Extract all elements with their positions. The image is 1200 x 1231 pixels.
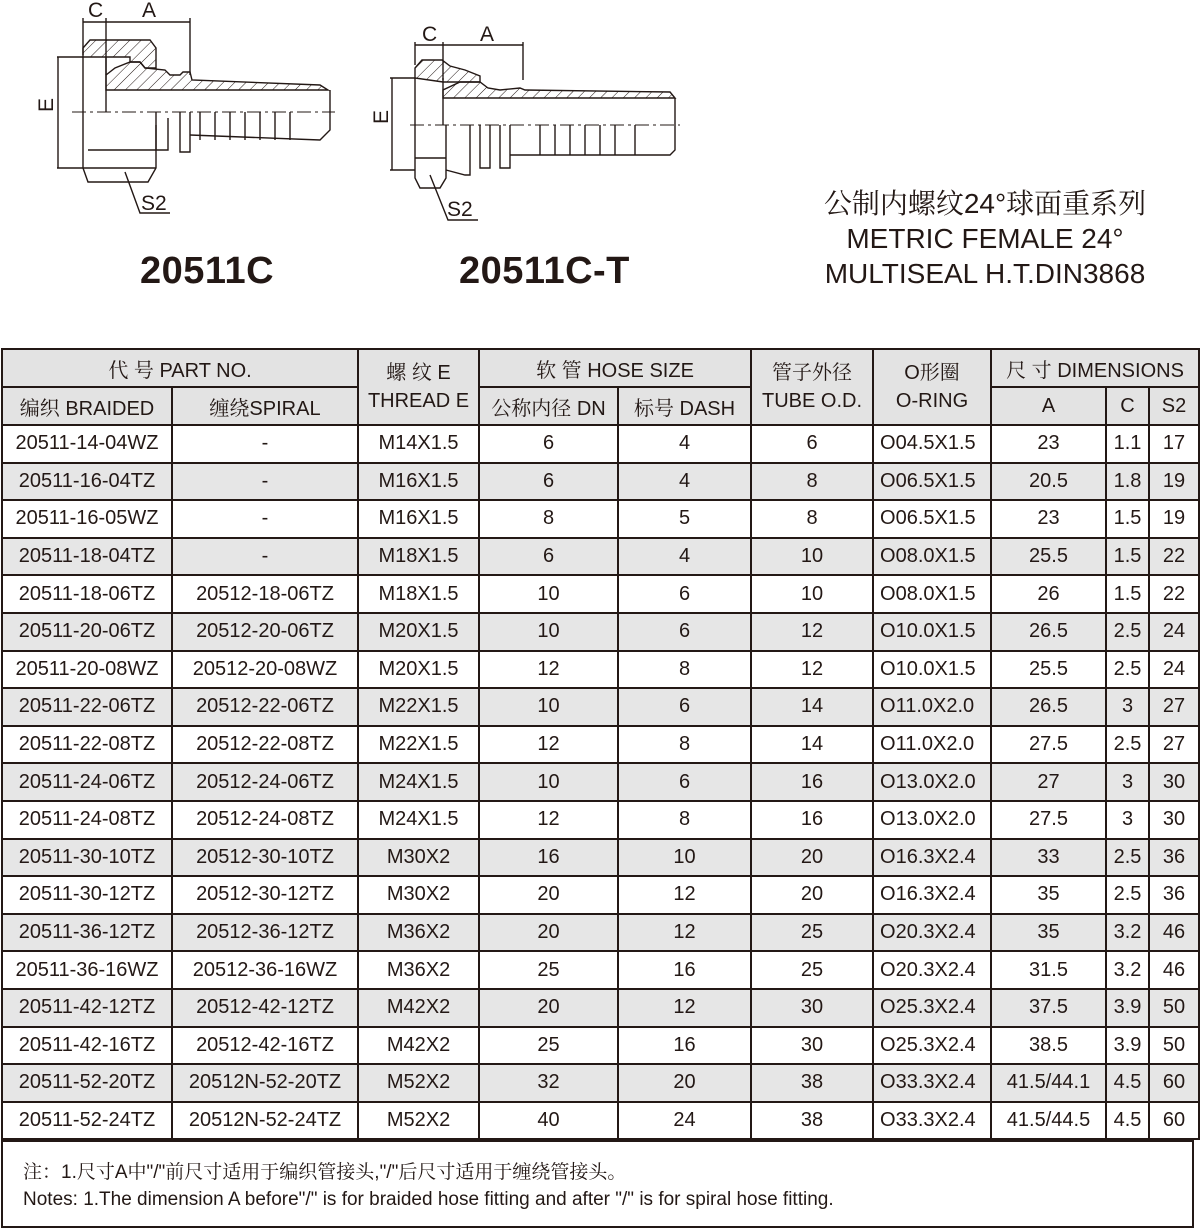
cell-c: 3.2 — [1106, 951, 1149, 989]
cell-dn: 20 — [479, 876, 618, 914]
cell-oring: O06.5X1.5 — [873, 463, 991, 501]
cell-tube-od: 12 — [751, 651, 873, 689]
notes-box — [1, 1140, 1194, 1228]
cell-spiral: - — [172, 538, 358, 576]
cell-a: 41.5/44.1 — [991, 1064, 1106, 1102]
cell-spiral: 20512-18-06TZ — [172, 575, 358, 613]
table-row — [2, 989, 1199, 1027]
fitting-drawing-20511c-t — [370, 0, 700, 250]
cell-s2: 19 — [1149, 463, 1199, 501]
cell-braided: 20511-20-08WZ — [2, 651, 172, 689]
cell-thread: M36X2 — [358, 914, 479, 952]
cell-thread: M18X1.5 — [358, 538, 479, 576]
cell-spiral: - — [172, 463, 358, 501]
cell-oring: O11.0X2.0 — [873, 688, 991, 726]
series-title — [790, 186, 1180, 291]
cell-thread: M52X2 — [358, 1102, 479, 1140]
cell-tube-od: 16 — [751, 763, 873, 801]
cell-s2: 36 — [1149, 876, 1199, 914]
series-title-line1: METRIC FEMALE 24° — [846, 223, 1124, 254]
cell-dash: 4 — [618, 538, 751, 576]
cell-dn: 10 — [479, 763, 618, 801]
cell-braided: 20511-24-08TZ — [2, 801, 172, 839]
cell-a: 26 — [991, 575, 1106, 613]
cell-tube-od: 14 — [751, 688, 873, 726]
cell-tube-od: 25 — [751, 951, 873, 989]
cell-dash: 5 — [618, 500, 751, 538]
cell-braided: 20511-16-04TZ — [2, 463, 172, 501]
cell-dn: 16 — [479, 839, 618, 877]
table-row — [2, 688, 1199, 726]
cell-s2: 17 — [1149, 425, 1199, 463]
cell-s2: 24 — [1149, 613, 1199, 651]
cell-spiral: 20512-20-08WZ — [172, 651, 358, 689]
cell-c: 1.5 — [1106, 500, 1149, 538]
cell-c: 3.2 — [1106, 914, 1149, 952]
table-row — [2, 651, 1199, 689]
cell-tube-od: 25 — [751, 914, 873, 952]
cell-thread: M20X1.5 — [358, 651, 479, 689]
table-row — [2, 763, 1199, 801]
cell-dn: 8 — [479, 500, 618, 538]
header-oring-en: O-RING — [895, 390, 969, 412]
cell-oring: O20.3X2.4 — [873, 914, 991, 952]
cell-dash: 4 — [618, 425, 751, 463]
cell-spiral: 20512-30-12TZ — [172, 876, 358, 914]
cell-thread: M18X1.5 — [358, 575, 479, 613]
cell-s2: 50 — [1149, 1027, 1199, 1065]
header-thread — [358, 349, 479, 425]
cell-c: 3 — [1106, 801, 1149, 839]
cell-c: 4.5 — [1106, 1102, 1149, 1140]
cell-c: 2.5 — [1106, 876, 1149, 914]
cell-oring: O16.3X2.4 — [873, 876, 991, 914]
table-row — [2, 839, 1199, 877]
header-tube-od — [751, 349, 873, 425]
dim-label-a: A — [480, 23, 495, 46]
cell-tube-od: 38 — [751, 1102, 873, 1140]
spec-table-body — [2, 425, 1199, 1139]
note-en: Notes: 1.The dimension A before"/" is for braided hose fitting and after "/" is for spiral hose fitting. — [23, 1189, 834, 1210]
cell-s2: 27 — [1149, 688, 1199, 726]
cell-dn: 12 — [479, 801, 618, 839]
cell-s2: 27 — [1149, 726, 1199, 764]
cell-oring: O13.0X2.0 — [873, 763, 991, 801]
cell-dash: 12 — [618, 989, 751, 1027]
cell-c: 2.5 — [1106, 726, 1149, 764]
table-row — [2, 914, 1199, 952]
cell-s2: 24 — [1149, 651, 1199, 689]
cell-s2: 30 — [1149, 801, 1199, 839]
cell-oring: O25.3X2.4 — [873, 989, 991, 1027]
cell-spiral: 20512-36-12TZ — [172, 914, 358, 952]
cell-spiral: 20512-42-16TZ — [172, 1027, 358, 1065]
cell-spiral: 20512-30-10TZ — [172, 839, 358, 877]
cell-dash: 16 — [618, 1027, 751, 1065]
cell-c: 4.5 — [1106, 1064, 1149, 1102]
table-row — [2, 1027, 1199, 1065]
cell-oring: O10.0X1.5 — [873, 651, 991, 689]
cell-thread: M30X2 — [358, 876, 479, 914]
model-label-20511c: 20511C — [140, 250, 275, 292]
cell-thread: M16X1.5 — [358, 500, 479, 538]
table-row — [2, 726, 1199, 764]
cell-c: 2.5 — [1106, 651, 1149, 689]
dim-label-s2: S2 — [447, 198, 473, 221]
header-dash: 标号 DASH — [618, 387, 751, 425]
cell-oring: O08.0X1.5 — [873, 538, 991, 576]
cell-s2: 22 — [1149, 575, 1199, 613]
cell-dn: 25 — [479, 951, 618, 989]
cell-dn: 25 — [479, 1027, 618, 1065]
cell-tube-od: 20 — [751, 876, 873, 914]
cell-braided: 20511-36-12TZ — [2, 914, 172, 952]
table-row — [2, 425, 1199, 463]
cell-dash: 8 — [618, 801, 751, 839]
cell-tube-od: 20 — [751, 839, 873, 877]
cell-oring: O10.0X1.5 — [873, 613, 991, 651]
cell-c: 1.5 — [1106, 575, 1149, 613]
cell-tube-od: 12 — [751, 613, 873, 651]
cell-s2: 22 — [1149, 538, 1199, 576]
cell-a: 41.5/44.5 — [991, 1102, 1106, 1140]
header-thread-cn: 螺 纹 E — [386, 362, 451, 384]
cell-braided: 20511-14-04WZ — [2, 425, 172, 463]
model-label-20511c-t: 20511C-T — [459, 250, 630, 292]
fitting-drawing-20511c — [0, 0, 380, 250]
cell-dn: 20 — [479, 914, 618, 952]
cell-s2: 46 — [1149, 951, 1199, 989]
cell-spiral: 20512-24-08TZ — [172, 801, 358, 839]
cell-a: 31.5 — [991, 951, 1106, 989]
cell-dn: 6 — [479, 463, 618, 501]
cell-a: 27.5 — [991, 801, 1106, 839]
cell-s2: 50 — [1149, 989, 1199, 1027]
cell-dash: 8 — [618, 726, 751, 764]
cell-s2: 30 — [1149, 763, 1199, 801]
cell-a: 25.5 — [991, 651, 1106, 689]
cell-spiral: 20512N-52-20TZ — [172, 1064, 358, 1102]
cell-dash: 20 — [618, 1064, 751, 1102]
cell-a: 25.5 — [991, 538, 1106, 576]
cell-oring: O33.3X2.4 — [873, 1064, 991, 1102]
table-row — [2, 1102, 1199, 1140]
cell-tube-od: 14 — [751, 726, 873, 764]
dim-label-c: C — [422, 23, 438, 46]
cell-oring: O04.5X1.5 — [873, 425, 991, 463]
cell-tube-od: 6 — [751, 425, 873, 463]
cell-a: 20.5 — [991, 463, 1106, 501]
cell-dash: 12 — [618, 914, 751, 952]
cell-a: 35 — [991, 876, 1106, 914]
cell-dn: 10 — [479, 688, 618, 726]
cell-spiral: - — [172, 425, 358, 463]
cell-braided: 20511-42-12TZ — [2, 989, 172, 1027]
cell-braided: 20511-30-10TZ — [2, 839, 172, 877]
cell-dn: 6 — [479, 538, 618, 576]
cell-braided: 20511-24-06TZ — [2, 763, 172, 801]
cell-dash: 6 — [618, 763, 751, 801]
cell-thread: M22X1.5 — [358, 688, 479, 726]
cell-dash: 4 — [618, 463, 751, 501]
table-row — [2, 1064, 1199, 1102]
header-tube-od-cn: 管子外径 — [772, 362, 853, 384]
header-dn: 公称内径 DN — [479, 387, 618, 425]
cell-braided: 20511-22-06TZ — [2, 688, 172, 726]
cell-spiral: 20512-20-06TZ — [172, 613, 358, 651]
header-oring-cn: O形圈 — [904, 362, 960, 384]
cell-dn: 10 — [479, 613, 618, 651]
cell-spiral: 20512-42-12TZ — [172, 989, 358, 1027]
header-thread-en: THREAD E — [367, 390, 470, 412]
cell-a: 26.5 — [991, 613, 1106, 651]
cell-oring: O33.3X2.4 — [873, 1102, 991, 1140]
cell-c: 2.5 — [1106, 613, 1149, 651]
cell-thread: M16X1.5 — [358, 463, 479, 501]
series-title-line2: MULTISEAL H.T.DIN3868 — [824, 258, 1146, 289]
cell-dn: 10 — [479, 575, 618, 613]
table-row — [2, 463, 1199, 501]
cell-c: 3.9 — [1106, 989, 1149, 1027]
cell-oring: O25.3X2.4 — [873, 1027, 991, 1065]
table-row — [2, 500, 1199, 538]
cell-dash: 8 — [618, 651, 751, 689]
cell-c: 3 — [1106, 763, 1149, 801]
header-dimensions: 尺 寸 DIMENSIONS — [991, 349, 1199, 387]
cell-tube-od: 16 — [751, 801, 873, 839]
cell-spiral: 20512-36-16WZ — [172, 951, 358, 989]
cell-braided: 20511-42-16TZ — [2, 1027, 172, 1065]
header-hose-size: 软 管 HOSE SIZE — [479, 349, 751, 387]
cell-oring: O06.5X1.5 — [873, 500, 991, 538]
cell-thread: M24X1.5 — [358, 801, 479, 839]
cell-thread: M14X1.5 — [358, 425, 479, 463]
table-row — [2, 876, 1199, 914]
header-dim-s2: S2 — [1149, 387, 1199, 425]
cell-tube-od: 8 — [751, 500, 873, 538]
table-row — [2, 538, 1199, 576]
cell-dash: 6 — [618, 688, 751, 726]
cell-c: 1.8 — [1106, 463, 1149, 501]
cell-spiral: 20512N-52-24TZ — [172, 1102, 358, 1140]
cell-thread: M42X2 — [358, 1027, 479, 1065]
note-cn: 注：1.尺寸A中"/"前尺寸适用于编织管接头,"/"后尺寸适用于缠绕管接头。 — [23, 1162, 627, 1183]
cell-c: 3.9 — [1106, 1027, 1149, 1065]
cell-braided: 20511-18-06TZ — [2, 575, 172, 613]
dim-label-a: A — [142, 0, 157, 22]
cell-c: 3 — [1106, 688, 1149, 726]
dim-label-e: E — [370, 109, 393, 124]
cell-oring: O20.3X2.4 — [873, 951, 991, 989]
cell-braided: 20511-18-04TZ — [2, 538, 172, 576]
cell-spiral: 20512-24-06TZ — [172, 763, 358, 801]
series-title-cn: 公制内螺纹24°球面重系列 — [823, 188, 1147, 219]
cell-dash: 6 — [618, 613, 751, 651]
table-row — [2, 801, 1199, 839]
cell-tube-od: 38 — [751, 1064, 873, 1102]
cell-a: 33 — [991, 839, 1106, 877]
cell-dash: 6 — [618, 575, 751, 613]
cell-tube-od: 8 — [751, 463, 873, 501]
table-row — [2, 951, 1199, 989]
cell-tube-od: 10 — [751, 575, 873, 613]
cell-dn: 12 — [479, 651, 618, 689]
header-dim-a: A — [991, 387, 1106, 425]
cell-braided: 20511-16-05WZ — [2, 500, 172, 538]
header-braided: 编织 BRAIDED — [2, 387, 172, 425]
header-tube-od-en: TUBE O.D. — [762, 390, 863, 412]
cell-oring: O08.0X1.5 — [873, 575, 991, 613]
cell-dn: 20 — [479, 989, 618, 1027]
dim-label-c: C — [88, 0, 104, 22]
cell-spiral: - — [172, 500, 358, 538]
cell-s2: 46 — [1149, 914, 1199, 952]
cell-tube-od: 10 — [751, 538, 873, 576]
table-row — [2, 575, 1199, 613]
cell-braided: 20511-30-12TZ — [2, 876, 172, 914]
cell-dn: 12 — [479, 726, 618, 764]
cell-thread: M36X2 — [358, 951, 479, 989]
cell-c: 1.5 — [1106, 538, 1149, 576]
header-part-no: 代 号 PART NO. — [2, 349, 358, 387]
cell-dash: 16 — [618, 951, 751, 989]
cell-s2: 60 — [1149, 1064, 1199, 1102]
cell-s2: 19 — [1149, 500, 1199, 538]
dim-label-s2: S2 — [141, 192, 167, 215]
cell-oring: O13.0X2.0 — [873, 801, 991, 839]
cell-dn: 40 — [479, 1102, 618, 1140]
dim-label-e: E — [35, 97, 58, 112]
cell-a: 35 — [991, 914, 1106, 952]
cell-dash: 10 — [618, 839, 751, 877]
cell-a: 37.5 — [991, 989, 1106, 1027]
cell-a: 38.5 — [991, 1027, 1106, 1065]
cell-oring: O16.3X2.4 — [873, 839, 991, 877]
cell-thread: M42X2 — [358, 989, 479, 1027]
cell-a: 23 — [991, 500, 1106, 538]
spec-table — [1, 348, 1200, 1140]
header-dim-c: C — [1106, 387, 1149, 425]
cell-a: 23 — [991, 425, 1106, 463]
cell-spiral: 20512-22-06TZ — [172, 688, 358, 726]
cell-a: 27 — [991, 763, 1106, 801]
header-spiral: 缠绕SPIRAL — [172, 387, 358, 425]
table-row — [2, 613, 1199, 651]
cell-braided: 20511-20-06TZ — [2, 613, 172, 651]
cell-thread: M20X1.5 — [358, 613, 479, 651]
cell-dn: 32 — [479, 1064, 618, 1102]
cell-s2: 36 — [1149, 839, 1199, 877]
cell-dn: 6 — [479, 425, 618, 463]
cell-oring: O11.0X2.0 — [873, 726, 991, 764]
cell-thread: M22X1.5 — [358, 726, 479, 764]
cell-a: 27.5 — [991, 726, 1106, 764]
cell-c: 2.5 — [1106, 839, 1149, 877]
cell-tube-od: 30 — [751, 1027, 873, 1065]
cell-thread: M52X2 — [358, 1064, 479, 1102]
cell-braided: 20511-52-20TZ — [2, 1064, 172, 1102]
cell-dash: 24 — [618, 1102, 751, 1140]
cell-s2: 60 — [1149, 1102, 1199, 1140]
header-oring — [873, 349, 991, 425]
cell-braided: 20511-22-08TZ — [2, 726, 172, 764]
cell-thread: M30X2 — [358, 839, 479, 877]
cell-spiral: 20512-22-08TZ — [172, 726, 358, 764]
cell-tube-od: 30 — [751, 989, 873, 1027]
cell-braided: 20511-36-16WZ — [2, 951, 172, 989]
cell-braided: 20511-52-24TZ — [2, 1102, 172, 1140]
cell-dash: 12 — [618, 876, 751, 914]
cell-thread: M24X1.5 — [358, 763, 479, 801]
cell-a: 26.5 — [991, 688, 1106, 726]
cell-c: 1.1 — [1106, 425, 1149, 463]
